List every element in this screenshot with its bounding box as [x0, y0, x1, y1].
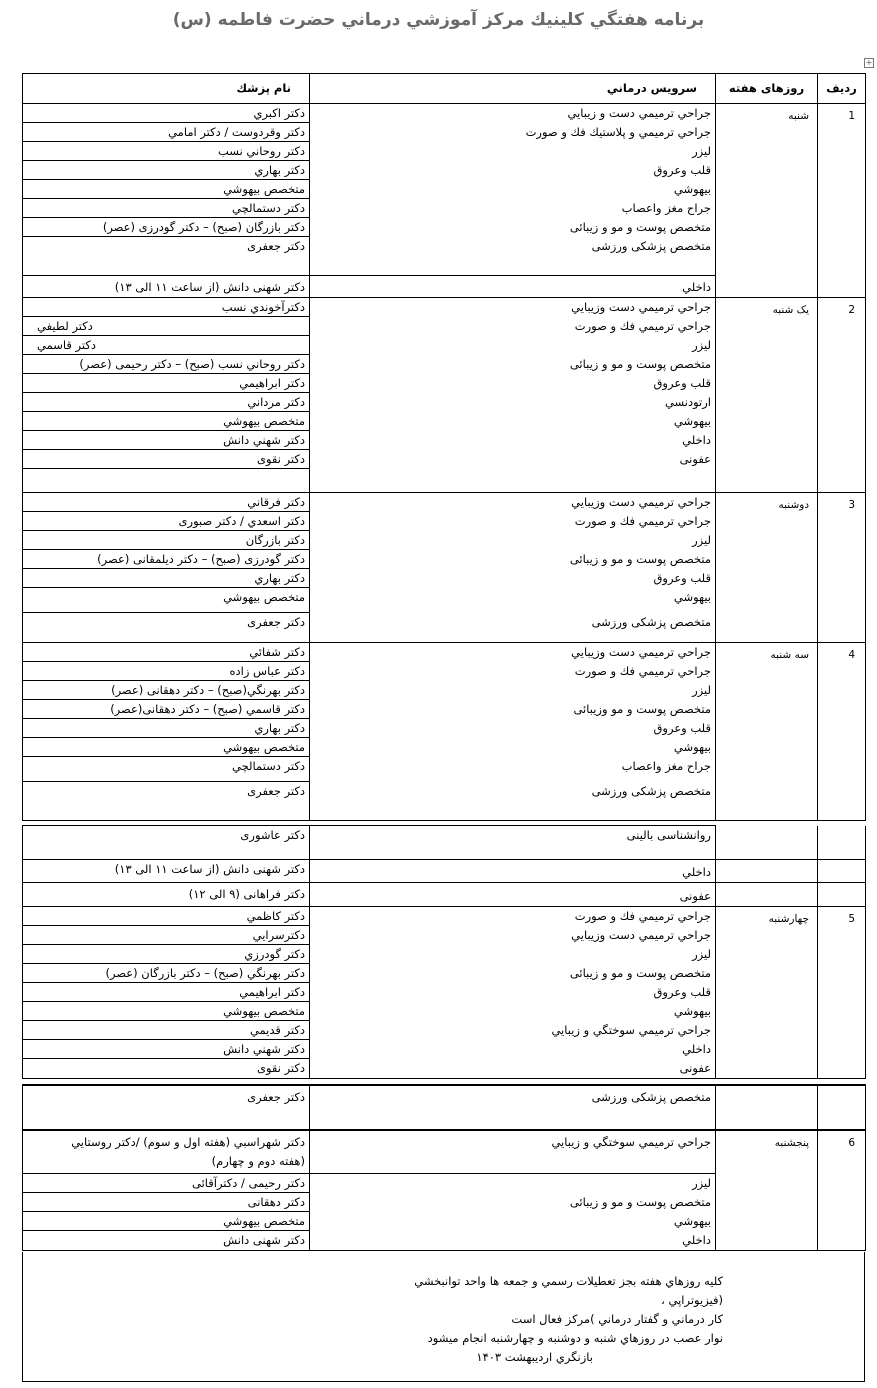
service-item: جراحي ترميمي فك و صورت [574, 514, 711, 528]
row-number: 3 [818, 493, 866, 643]
service-item: جراحي ترميمي دست وزيبايي [571, 300, 711, 314]
table-row [23, 1131, 866, 1174]
table-row [23, 104, 866, 276]
empty-cell [716, 883, 818, 907]
day-name: سه شنبه [716, 643, 818, 821]
row-number: 2 [818, 298, 866, 493]
doctor-item: دكتر فرقاني [23, 493, 309, 512]
service-item: عفونی [679, 1061, 711, 1075]
service-item: بيهوشي [673, 414, 711, 428]
page-title: برنامه هفتگي كلينيك مركز آموزشي درماني حضرت فاطمه (س) [172, 10, 705, 30]
service-item: بيهوشي [673, 740, 711, 754]
empty-cell [716, 826, 818, 860]
service-item: متخصص پزشكی ورزشی [591, 784, 711, 798]
doctor-item: دكتر بهاري [23, 569, 309, 588]
service-list [310, 643, 716, 821]
day-name: چهارشنبه [716, 907, 818, 1079]
empty-cell [818, 883, 866, 907]
service-item: جراح مغز واعصاب [621, 201, 711, 215]
doctor-item: دكتر شهني دانش [23, 431, 309, 450]
service-item: متخصص پوست و مو و زيبائی [569, 357, 711, 371]
doctor-item: دكتر عباس زاده [23, 662, 309, 681]
doctor-item: دكترآخوندي نسب [23, 298, 309, 317]
doctor-item: متخصص بيهوشي [23, 738, 309, 757]
doctor-line: (هفته دوم و چهارم) [211, 1154, 305, 1168]
service-list [310, 104, 716, 276]
service-item: متخصص پوست و مو و زيبائی [569, 1195, 711, 1209]
day-name: يک شنبه [716, 298, 818, 493]
doctor-item: دكتر روحاني نسب [23, 142, 309, 161]
service-item: داخلي [682, 1042, 711, 1056]
row-number: 6 [818, 1131, 866, 1251]
service-item: قلب وعروق [653, 163, 711, 177]
service-item: بيهوشي [673, 590, 711, 604]
notes-text [323, 1272, 723, 1367]
service-item: جراحي ترميمي دست وزيبايي [571, 928, 711, 942]
doctor-item: متخصص بيهوشي [23, 180, 309, 199]
doctor-item: دكتر بهرنگي (صبح) – دكتر بازرگان (عصر) [23, 964, 309, 983]
empty-slot [23, 469, 309, 488]
day-name: پنجشنبه [716, 1131, 818, 1251]
empty-cell [716, 1085, 818, 1129]
doctor-item: دكتر ابراهيمي [23, 983, 309, 1002]
service-list [310, 907, 716, 1079]
doctor-item: متخصص بيهوشي [23, 588, 309, 613]
service-list [310, 298, 716, 493]
note-line: كار درماني و گفتار درماني )مركز فعال است [511, 1312, 723, 1326]
service-item: قلب وعروق [653, 376, 711, 390]
doctor-item: دكتر عاشوری [23, 826, 310, 860]
doctor-item: دكتر شهنی دانش [223, 1233, 305, 1247]
empty-cell [818, 860, 866, 883]
header-service: سرويس درماني [310, 74, 716, 104]
service-item: روانشناسی بالينی [310, 826, 716, 860]
service-item: داخلي [682, 1233, 711, 1247]
doctor-item: دكتر بهرنگي(صبح) – دكتر دهقانی (عصر) [23, 681, 309, 700]
service-item: داخلي [310, 276, 716, 298]
doctor-item: دكتر گودرزی (صبح) – دكتر ديلمقانی (عصر) [23, 550, 309, 569]
doctor-item: دكتر بهاري [23, 719, 309, 738]
table-row [23, 907, 866, 1079]
doctor-item: دكتر بهاري [23, 161, 309, 180]
service-item: بيهوشي [673, 1004, 711, 1018]
service-item: جراحي ترميمي دست و زيبايي [567, 106, 711, 120]
doctor-item: دكتر وقردوست / دكتر امامي [23, 123, 309, 142]
revision-date: بازنگري ارديبهشت ۱۴۰۳ [476, 1350, 593, 1364]
service-item: قلب وعروق [653, 985, 711, 999]
doctor-item: دكتر اسعدي / دكتر صبوری [23, 512, 309, 531]
doctor-item: دکتر لطيفي [23, 317, 309, 336]
service-list [310, 1174, 716, 1251]
doctor-item: دكترسرايي [23, 926, 309, 945]
doctor-item [23, 1131, 310, 1174]
table-row [23, 298, 866, 493]
note-line: (فيزيوتراپي ، [661, 1293, 723, 1307]
service-item: متخصص پزشكی ورزشی [310, 1085, 716, 1129]
doctor-list [23, 907, 310, 1079]
doctor-item: دكتر شهني دانش [23, 1040, 309, 1059]
row-number: 4 [818, 643, 866, 821]
table-move-handle-icon[interactable]: + [865, 58, 873, 67]
service-item: بيهوشي [673, 1214, 711, 1228]
doctor-item: دكتر نقوی [256, 1061, 305, 1075]
service-item: قلب وعروق [653, 721, 711, 735]
table-header-row [23, 74, 866, 104]
header-day: روزهاى هفته [716, 74, 818, 104]
service-item: متخصص پزشكی ورزشی [591, 615, 711, 629]
service-item: داخلي [310, 860, 716, 883]
doctor-list [23, 1174, 310, 1251]
doctor-item: دکتر شهنی دانش (از ساعت ۱۱ الی ۱۳) [23, 860, 310, 883]
doctor-item: متخصص بيهوشي [23, 1002, 309, 1021]
service-item: جراحي ترميمي دست وزيبايي [571, 495, 711, 509]
service-item: عفونی [310, 883, 716, 907]
notes-box [22, 1252, 865, 1382]
service-item: متخصص پوست و مو و زيبائی [569, 552, 711, 566]
service-item: بيهوشي [673, 182, 711, 196]
note-line: نوار عصب در روزهاي شنبه و دوشنبه و چهارشنبه انجام ميشود [427, 1331, 723, 1345]
doctor-item: دكتر روحاني نسب (صبح) – دکتر رحيمی (عصر) [23, 355, 309, 374]
doctor-item: دكتر دهقانی [23, 1193, 309, 1212]
service-item: ليزر [692, 338, 711, 352]
service-item: ارتودنسي [664, 395, 711, 409]
doctor-list [23, 643, 310, 821]
service-item: ليزر [692, 1176, 711, 1190]
schedule-table-part-1 [22, 73, 866, 821]
doctor-list [23, 493, 310, 643]
table-row [23, 883, 866, 907]
doctor-item: دكتر نقوی [23, 450, 309, 469]
doctor-item: دكتر مرداني [23, 393, 309, 412]
doctor-item: دكتر شفائي [23, 643, 309, 662]
day-name: شنبه [716, 104, 818, 298]
service-item: عفونی [679, 452, 711, 466]
service-list [310, 493, 716, 643]
row-number: 1 [818, 104, 866, 298]
doctor-item: دكتر گودرزي [23, 945, 309, 964]
service-item: ليزر [692, 533, 711, 547]
service-item: جراحي ترميمي و پلاستيك فك و صورت [525, 125, 711, 139]
doctor-line: دكتر شهراسبي (هفته اول و سوم) /دكتر روستايي [71, 1135, 305, 1149]
doctor-item: دكتر ابراهيمي [23, 374, 309, 393]
empty-cell [716, 860, 818, 883]
service-item: داخلي [682, 433, 711, 447]
doctor-item: دكتر قديمي [23, 1021, 309, 1040]
table-row [23, 1085, 866, 1129]
service-item: ليزر [692, 144, 711, 158]
day-name: دوشنبه [716, 493, 818, 643]
table-row [23, 826, 866, 860]
doctor-item: متخصص بيهوشي [23, 412, 309, 431]
schedule-table-part-4 [22, 1130, 866, 1251]
service-item: جراحي ترميمي فك و صورت [574, 319, 711, 333]
doctor-item: دكتر كاظمي [23, 907, 309, 926]
table-row [23, 643, 866, 821]
service-item: متخصص پوست و مو وزيبائی [573, 702, 711, 716]
schedule-table-part-2 [22, 825, 866, 1079]
service-item: متخصص پوست و مو و زيبائی [569, 966, 711, 980]
doctor-item: دکتر شهنی دانش (از ساعت ۱۱ الی ۱۳) [23, 276, 310, 298]
service-item: جراحي ترميمي فك و صورت [574, 909, 711, 923]
doctor-item: دكتر قاسمي (صبح) – دكتر دهقانی(عصر) [23, 700, 309, 719]
doctor-item: دكتر بازرگان [23, 531, 309, 550]
doctor-item: دكتر جعفری [247, 784, 305, 798]
header-num: رديف [818, 74, 866, 104]
table-row [23, 493, 866, 643]
doctor-item: دكتر جعفری [247, 615, 305, 629]
doctor-item: دكتر اكبري [23, 104, 309, 123]
doctor-list [23, 298, 310, 493]
service-item: ليزر [692, 683, 711, 697]
service-item: جراحي ترميمي سوختگي و زيبايي [310, 1131, 716, 1174]
service-item: جراحي ترميمي فك و صورت [574, 664, 711, 678]
service-item: متخصص پزشكی ورزشی [591, 239, 711, 253]
doctor-item: دکتر قاسمي [23, 336, 309, 355]
doctor-item: دكتر جعفری [247, 239, 305, 253]
doctor-item: دكتر دستمالچي [23, 199, 309, 218]
service-item: جراح مغز واعصاب [621, 759, 711, 773]
doctor-item: دكتر فراهانی (۹ الی ۱۲) [23, 883, 310, 907]
schedule-table-part-3 [22, 1084, 866, 1130]
doctor-list [23, 104, 310, 276]
service-item: جراحي ترميمي سوختگي و زيبايي [551, 1023, 711, 1037]
service-item: متخصص پوست و مو و زيبائی [569, 220, 711, 234]
table-row [23, 860, 866, 883]
doctor-item: دكتر بازرگان (صبح) – دكتر گودرزی (عصر) [23, 218, 309, 237]
row-number: 5 [818, 907, 866, 1079]
service-item: جراحي ترميمي دست وزيبايي [571, 645, 711, 659]
doctor-item: متخصص بيهوشي [23, 1212, 309, 1231]
doctor-item: دكتر رحيمی / دكترآقائی [23, 1174, 309, 1193]
empty-cell [818, 826, 866, 860]
empty-cell [818, 1085, 866, 1129]
note-line: كليه روزهاي هفته بجز تعطيلات رسمي و جمعه ها واحد توانبخشي [414, 1274, 723, 1288]
service-item: قلب وعروق [653, 571, 711, 585]
doctor-item: دكتر دستمالچي [23, 757, 309, 782]
service-item: ليزر [692, 947, 711, 961]
header-doctor: نام پزشك [23, 74, 310, 104]
doctor-item: دكتر جعفری [23, 1085, 310, 1129]
